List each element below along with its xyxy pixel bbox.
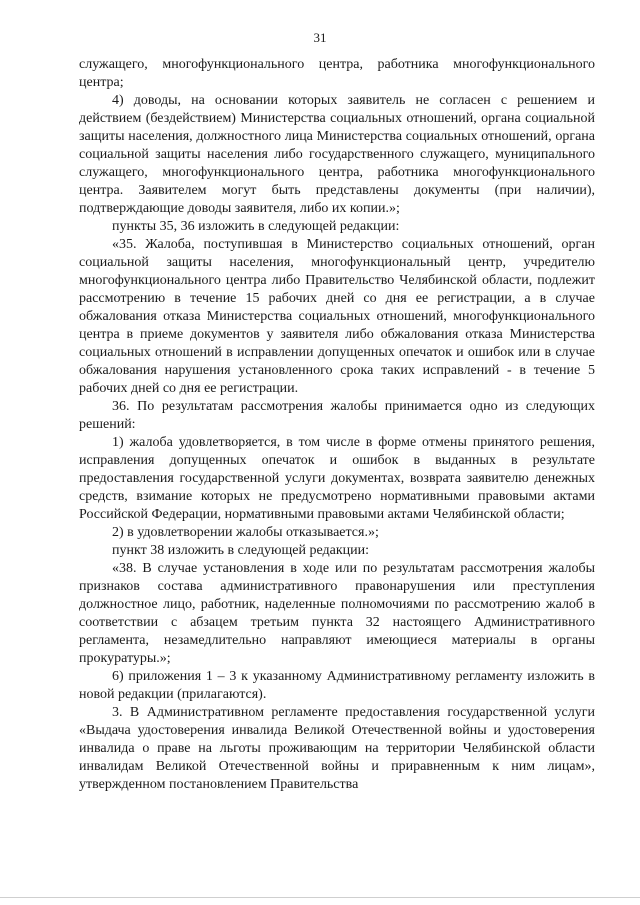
paragraph-10: 6) приложения 1 – 3 к указанному Административному регламенту изложить в новой редакции (прилагаются). [79,669,595,702]
paragraph-5: 36. По результатам рассмотрения жалобы принимается одно из следующих решений: [79,399,595,432]
paragraph-8: пункт 38 изложить в следующей редакции: [112,543,369,558]
paragraph-3: пункты 35, 36 изложить в следующей редакции: [112,219,400,234]
paragraph-11: 3. В Административном регламенте предоставления государственной услуги «Выдача удостоверения инвалида Великой Отечественной войны и удостоверения инвалида о праве на льготы проживающим на территории Челябинской области инвалидам Великой Отечественной войны и приравненным к ним лицам», утвержденном постановлением Правительства [79,705,595,792]
paragraph-1: служащего, многофункционального центра, работника многофункционального центра; [79,57,595,90]
paragraph-7: 2) в удовлетворении жалобы отказывается.»; [112,525,379,540]
paragraph-2: 4) доводы, на основании которых заявитель не согласен с решением и действием (бездействием) Министерства социальных отношений, органа социальной защиты населения, должностного лица Министерства социальных отношений, органа социальной защиты населения либо государственного служащего, муниципального служащего, многофункционального центра, работника многофункционального центра. Заявителем могут быть представлены документы (при наличии), подтверждающие доводы заявителя, либо их копии.»; [79,93,595,216]
document-body [79,56,595,794]
paragraph-9: «38. В случае установления в ходе или по результатам рассмотрения жалобы признаков состава административного правонарушения или преступления должностное лицо, работник, наделенные полномочиями по рассмотрению жалоб в соответствии с абзацем третьим пункта 32 настоящего Административного регламента, незамедлительно направляют имеющиеся материалы в органы прокуратуры.»; [79,561,595,666]
page-bottom-edge [0,897,640,898]
paragraph-6: 1) жалоба удовлетворяется, в том числе в форме отмены принятого решения, исправления допущенных опечаток и ошибок в выданных в результате предоставления государственной услуги документах, возврата заявителю денежных средств, взимание которых не предусмотрено нормативными правовыми актами Российской Федерации, нормативными правовыми актами Челябинской области; [79,435,595,522]
page-number: 31 [313,30,327,45]
paragraph-4: «35. Жалоба, поступившая в Министерство социальных отношений, орган социальной защиты населения, многофункциональный центр, учредителю многофункционального центра либо Правительство Челябинской области, подлежит рассмотрению в течение 15 рабочих дней со дня ее регистрации, а в случае обжалования отказа Министерства социальных отношений, многофункционального центра в приеме документов у заявителя либо обжалования отказа Министерства социальных отношений в исправлении допущенных опечаток и ошибок или в случае обжалования нарушения установленного срока таких исправлений - в течение 5 рабочих дней со дня ее регистрации. [79,237,595,396]
